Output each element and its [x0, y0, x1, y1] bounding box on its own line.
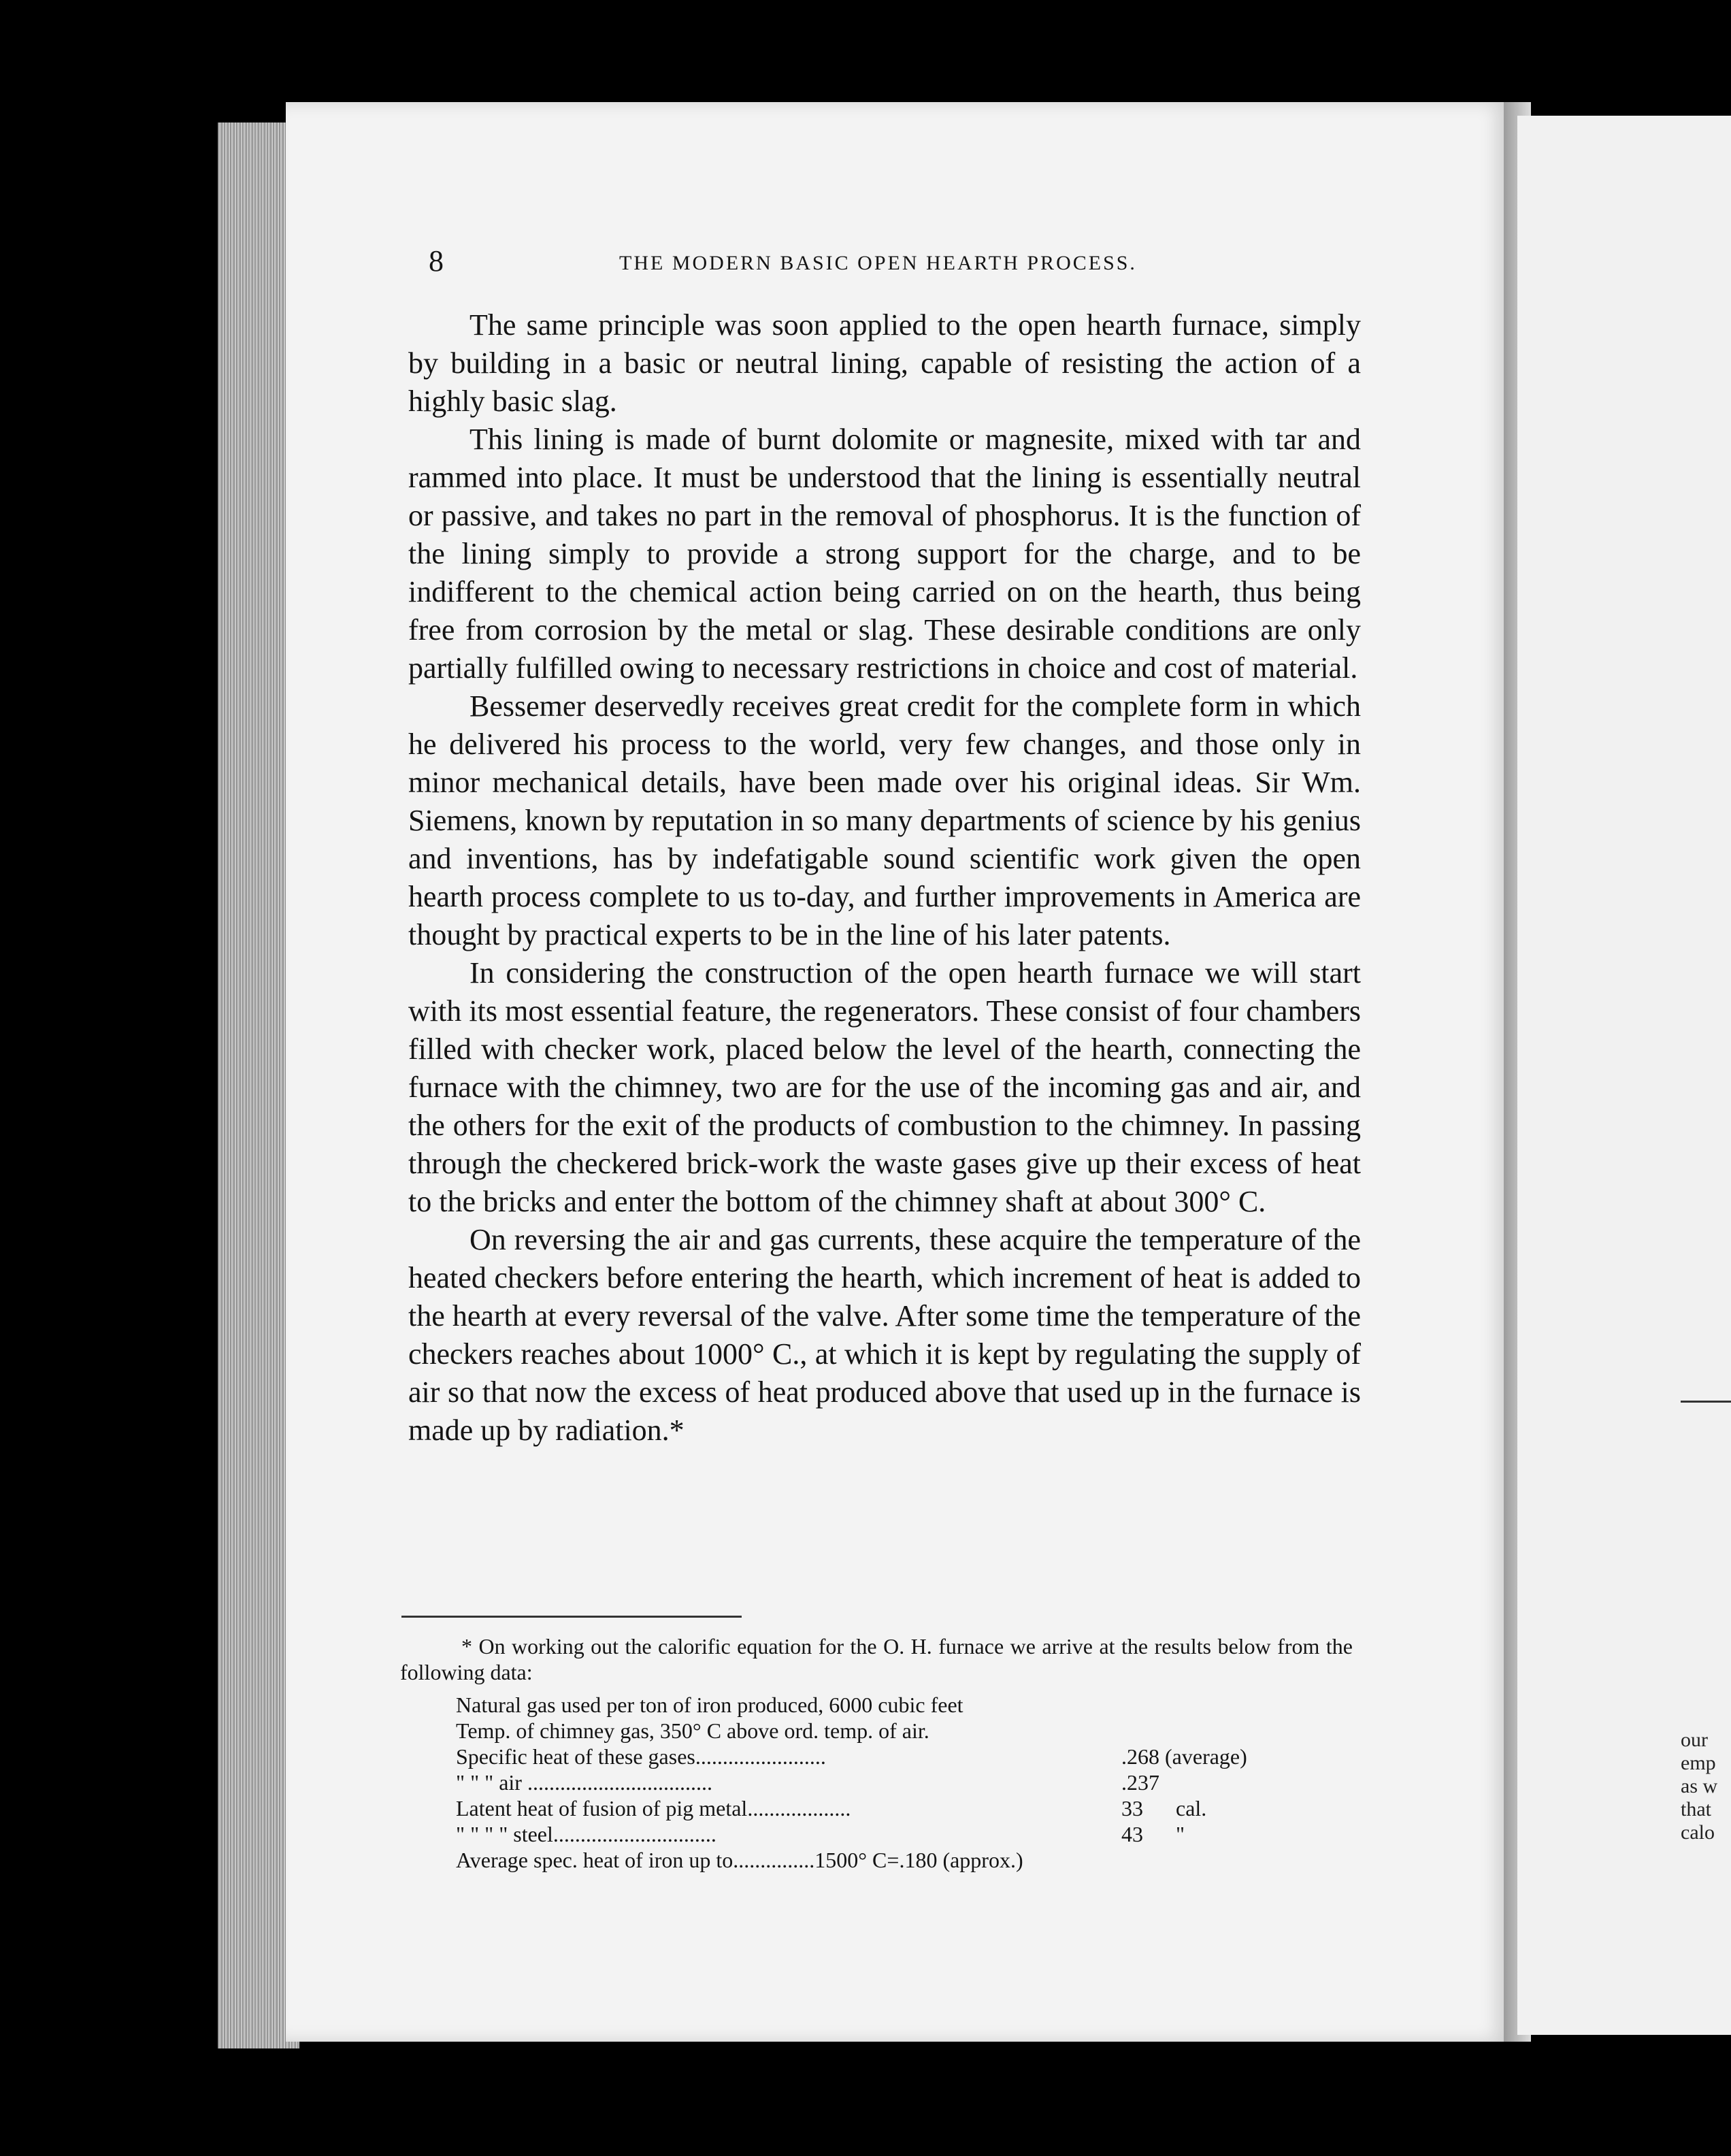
- footnote-label: Temp. of chimney gas, 350° C above ord. temp. of air.: [456, 1718, 929, 1743]
- footnote-value: 43: [1121, 1822, 1143, 1846]
- right-page-footnote-fragment: that: [1681, 1798, 1711, 1820]
- right-page-footnote-fragment: our: [1681, 1729, 1708, 1751]
- footnote-value: .268 (average): [1121, 1744, 1247, 1769]
- footnote-label: Natural gas used per ton of iron produced, 6000 cubic feet: [456, 1693, 963, 1717]
- footnote-divider: [401, 1616, 742, 1618]
- footnote-label: " " " " steel..............................: [456, 1822, 716, 1846]
- right-page-footnote-fragment: calo: [1681, 1821, 1715, 1844]
- footnote: [400, 1633, 1353, 1873]
- paragraph: Bessemer deservedly receives great credit for the complete form in which he delivered his process to the world, very few changes, and those only in minor mechanical details, have been made over his original ideas. Sir Wm. Siemens, known by reputation in so many departments of science by his genius and inventions, has by indefatigable sound scientific work given the open hearth process complete to us to-day, and further improvements in America are thought by practical experts to be in the line of his later patents.: [408, 689, 1361, 951]
- body-text: [408, 306, 1361, 1450]
- footnote-line: [400, 1847, 1353, 1873]
- paragraph: The same principle was soon applied to the open hearth furnace, simply by building in a basic or neutral lining, capable of resisting the action of a highly basic slag.: [408, 308, 1361, 418]
- footnote-label: Latent heat of fusion of pig metal...................: [456, 1796, 851, 1820]
- footnote-label: Average spec. heat of iron up to...............1500° C=.180 (approx.): [456, 1848, 1023, 1872]
- running-head: THE MODERN BASIC OPEN HEARTH PROCESS.: [619, 252, 1137, 274]
- paragraph: In considering the construction of the open hearth furnace we will start with its most essential feature, the regenerators. These consist of four chambers filled with checker work, placed below the level of the hearth, connecting the furnace with the chimney, two are for the use of the incoming gas and air, and the others for the exit of the products of combustion to the chimney. In passing through the checkered brick-work the waste gases give up their excess of heat to the bricks and enter the bottom of the chimney shaft at about 300° C.: [408, 956, 1361, 1218]
- right-page-footnote-fragment: as w: [1681, 1775, 1718, 1797]
- footnote-unit: ": [1176, 1822, 1185, 1846]
- footnote-line: [400, 1821, 1353, 1847]
- footnote-label: Specific heat of these gases........................: [456, 1744, 826, 1769]
- right-page-footnote: [1681, 1729, 1731, 1844]
- footnote-intro: * On working out the calorific equation for the O. H. furnace we arrive at the results below from the following data:: [400, 1634, 1353, 1684]
- footnote-line: [400, 1692, 1353, 1718]
- footnote-line: [400, 1769, 1353, 1795]
- footnote-value: .237: [1121, 1770, 1159, 1795]
- footnote-line: [400, 1795, 1353, 1821]
- page-number: 8: [429, 244, 444, 278]
- page-header: [429, 244, 1361, 284]
- right-page-footnote-divider: [1681, 1401, 1731, 1403]
- footnote-line: [400, 1744, 1353, 1769]
- footnote-unit: cal.: [1176, 1796, 1207, 1820]
- right-page-footnote-fragment: emp: [1681, 1752, 1716, 1774]
- footnote-line: [400, 1718, 1353, 1744]
- paragraph: On reversing the air and gas currents, these acquire the temperature of the heated checkers before entering the hearth, which increment of heat is added to the hearth at every reversal of the valve. After some time the temperature of the checkers reaches about 1000° C., at which it is kept by regulating the supply of air so that now the excess of heat produced above that used up in the furnace is made up by radiation.*: [408, 1223, 1361, 1447]
- footnote-value: 33: [1121, 1796, 1143, 1820]
- paragraph: This lining is made of burnt dolomite or magnesite, mixed with tar and rammed into place. It must be understood that the lining is essentially neutral or passive, and takes no part in the removal of phosphorus. It is the function of the lining simply to provide a strong support for the charge, and to be indifferent to the chemical action being carried on on the hearth, thus being free from corrosion by the metal or slag. These desirable conditions are only partially fulfilled owing to necessary restrictions in choice and cost of material.: [408, 423, 1361, 685]
- footnote-label: " " " air ..................................: [456, 1770, 712, 1795]
